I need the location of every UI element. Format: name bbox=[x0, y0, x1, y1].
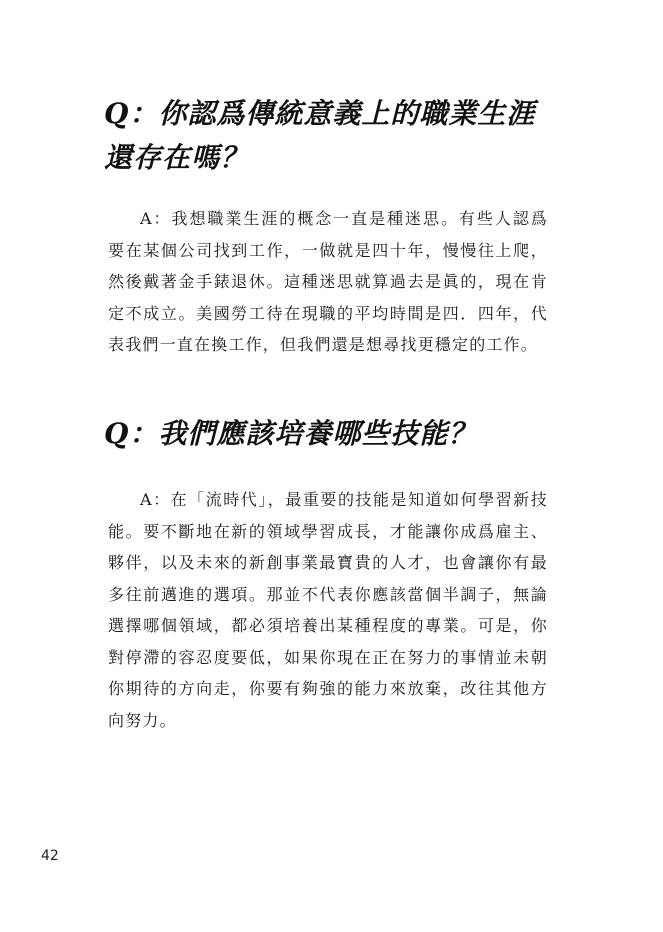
question-heading-career: Q：你認爲傳統意義上的職業生涯還存在嗎？ bbox=[104, 97, 536, 174]
answer-paragraph-career: A：我想職業生涯的概念一直是種迷思。有些人認爲要在某個公司找到工作，一做就是四十年，慢慢往上爬，然後戴著金手錶退休。這種迷思就算過去是眞的，現在肯定不成立。美國勞工待在現職的平均時間是四．四年，代表我們一直在換工作，但我們還是想尋找更穩定的工作。 bbox=[108, 209, 548, 354]
page-number: 42 bbox=[41, 848, 59, 864]
answer-paragraph-skills: A：在「流時代」，最重要的技能是知道如何學習新技能。要不斷地在新的領域學習成長，才能讓你成爲雇主、夥伴，以及未來的新創事業最寶貴的人才，也會讓你有最多往前邁進的選項。那並不代表你應該當個半調子，無論選擇哪個領域，都必須培養出某種程度的專業。可是，你對停滯的容忍度要低，如果你現在正在努力的事情並未朝你期待的方向走，你要有夠強的能力來放棄，改往其他方向努力。 bbox=[108, 490, 548, 730]
question-heading-skills: Q：我們應該培養哪些技能？ bbox=[104, 417, 478, 450]
